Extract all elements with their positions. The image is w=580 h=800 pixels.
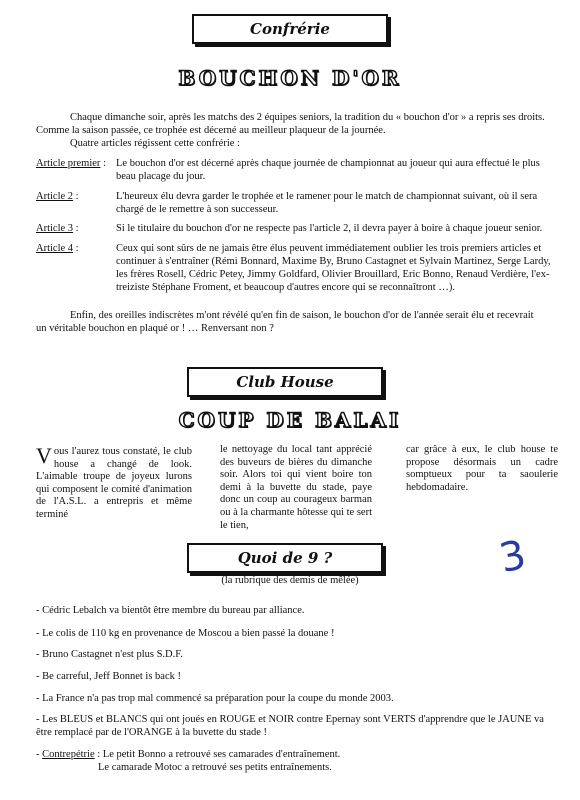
intro-line-2: Comme la saison passée, ce trophée est décerné au meilleur plaqueur de la journée. [36,125,386,136]
article-text: Si le titulaire du bouchon d'or ne respecte pas l'article 2, il devra payer à boire à chaque joueur senior. [116,223,543,234]
dropcap: V [36,443,52,468]
article-label: Article 2 [36,191,74,202]
clubhouse-col-2: le nettoyage du local tant apprécié des buveurs de bières du dimanche soir. Alors toi qui vient boire ton demi à la buvette du stade, paye donc un coup au courageux barman ou à la charmante hôtesse qui te sert le tien, [220,444,372,531]
intro-line-3: Quatre articles régissent cette confrérie : [70,138,240,149]
clubhouse-col-3: car grâce à eux, le club house te propose désormais un cadre somptueux pour ta saoulerie hebdomadaire. [406,444,558,493]
contrepetrie-line-2: Le camarade Motoc a retrouvé ses petits entraînements. [98,762,332,773]
contrepetrie: - Contrepétrie : Le petit Bonno a retrouvé ses camarades d'entraînement. [36,749,341,760]
article-text: Le bouchon d'or est décerné après chaque journée de championnat au joueur qui aura effectué le plus beau placage du jour. [116,158,540,183]
closing-paragraph: Enfin, des oreilles indiscrètes m'ont révélé qu'en fin de saison, le bouchon d'or de l'année serait élu et recevrait un véritable bouchon en plaqué or ! … Renversant non ? [36,310,534,335]
article-sep: : [73,243,79,254]
quoi-subtitle: (la rubrique des demis de mêlée) [221,575,359,586]
article-label: Article 3 [36,223,74,234]
contrepetrie-line-2-wrap [98,761,558,774]
intro-line-1: Chaque dimanche soir, après les matchs des 2 équipes seniors, la tradition du « bouchon d'or » a repris ses droits. [70,112,545,123]
article-premier [36,157,556,183]
article-sep: : [73,191,79,202]
quoi-de-9-heading-text: Quoi de 9 ? [237,549,333,567]
article-sep: : [100,158,106,169]
contrepetrie-label: Contrepétrie [42,749,95,760]
news-item-4: - Be carreful, Jeff Bonnet is back ! [36,671,182,682]
news-item-6: - Les BLEUS et BLANCS qui ont joués en ROUGE et NOIR contre Epernay sont VERTS d'apprendre que le JAUNE va être remplacé par de l'ORANGE à la buvette du stade ! [36,714,544,739]
news-item-1: - Cédric Lebalch va bientôt être membre du bureau par alliance. [36,605,305,616]
article-sep: : [73,223,79,234]
clubhouse-col-1 [36,443,192,522]
clubhouse-col-1-text: ous l'aurez tous constaté, le club house a changé de look. L'aimable troupe de joyeux lurons qui composent le comité d'animation de l'A.S.L. a entrepris et même terminé [36,446,192,520]
article-2 [36,190,556,216]
news-item-3: - Bruno Castagnet n'est plus S.D.F. [36,649,183,660]
confrerie-heading-text: Confrérie [250,20,330,38]
confrerie-heading [192,14,388,44]
article-4 [36,242,556,294]
contrepetrie-line-1: Le petit Bonno a retrouvé ses camarades d'entraînement. [102,749,341,760]
bouchon-title: BOUCHON D'OR [178,66,402,90]
quoi-de-9-heading [187,543,383,573]
margin-handwritten-note: 3 [495,531,530,583]
article-3 [36,222,556,236]
clubhouse-heading-text: Club House [236,373,334,391]
news-item-2: - Le colis de 110 kg en provenance de Moscou a bien passé la douane ! [36,628,335,639]
clubhouse-heading [187,367,383,397]
article-text: Ceux qui sont sûrs de ne jamais être élus peuvent immédiatement oublier les trois premiers articles et continuer à s'entraîner (Rémi Bonnard, Maxime By, Bruno Castagnet et Sylvain Martinez, Serge Lardy, les frères Rosell, Cédric Petey, Jimmy Goldfard, Olivier Brouillard, Eric Bonno, Renaud Verdière, l'ex-treiziste Stéphane Froment, et beaucoup d'autres encore qui se reconnaîtront …). [116,243,551,294]
coup-de-balai-title: COUP DE BALAI [178,408,402,432]
article-label: Article 4 [36,243,74,254]
news-item-5: - La France n'a pas trop mal commencé sa préparation pour la coupe du monde 2003. [36,693,394,704]
article-text: L'heureux élu devra garder le trophée et le ramener pour le match de championnat suivant, où il sera chargé de le remettre à son successeur. [116,191,538,216]
article-label: Article premier [36,158,101,169]
